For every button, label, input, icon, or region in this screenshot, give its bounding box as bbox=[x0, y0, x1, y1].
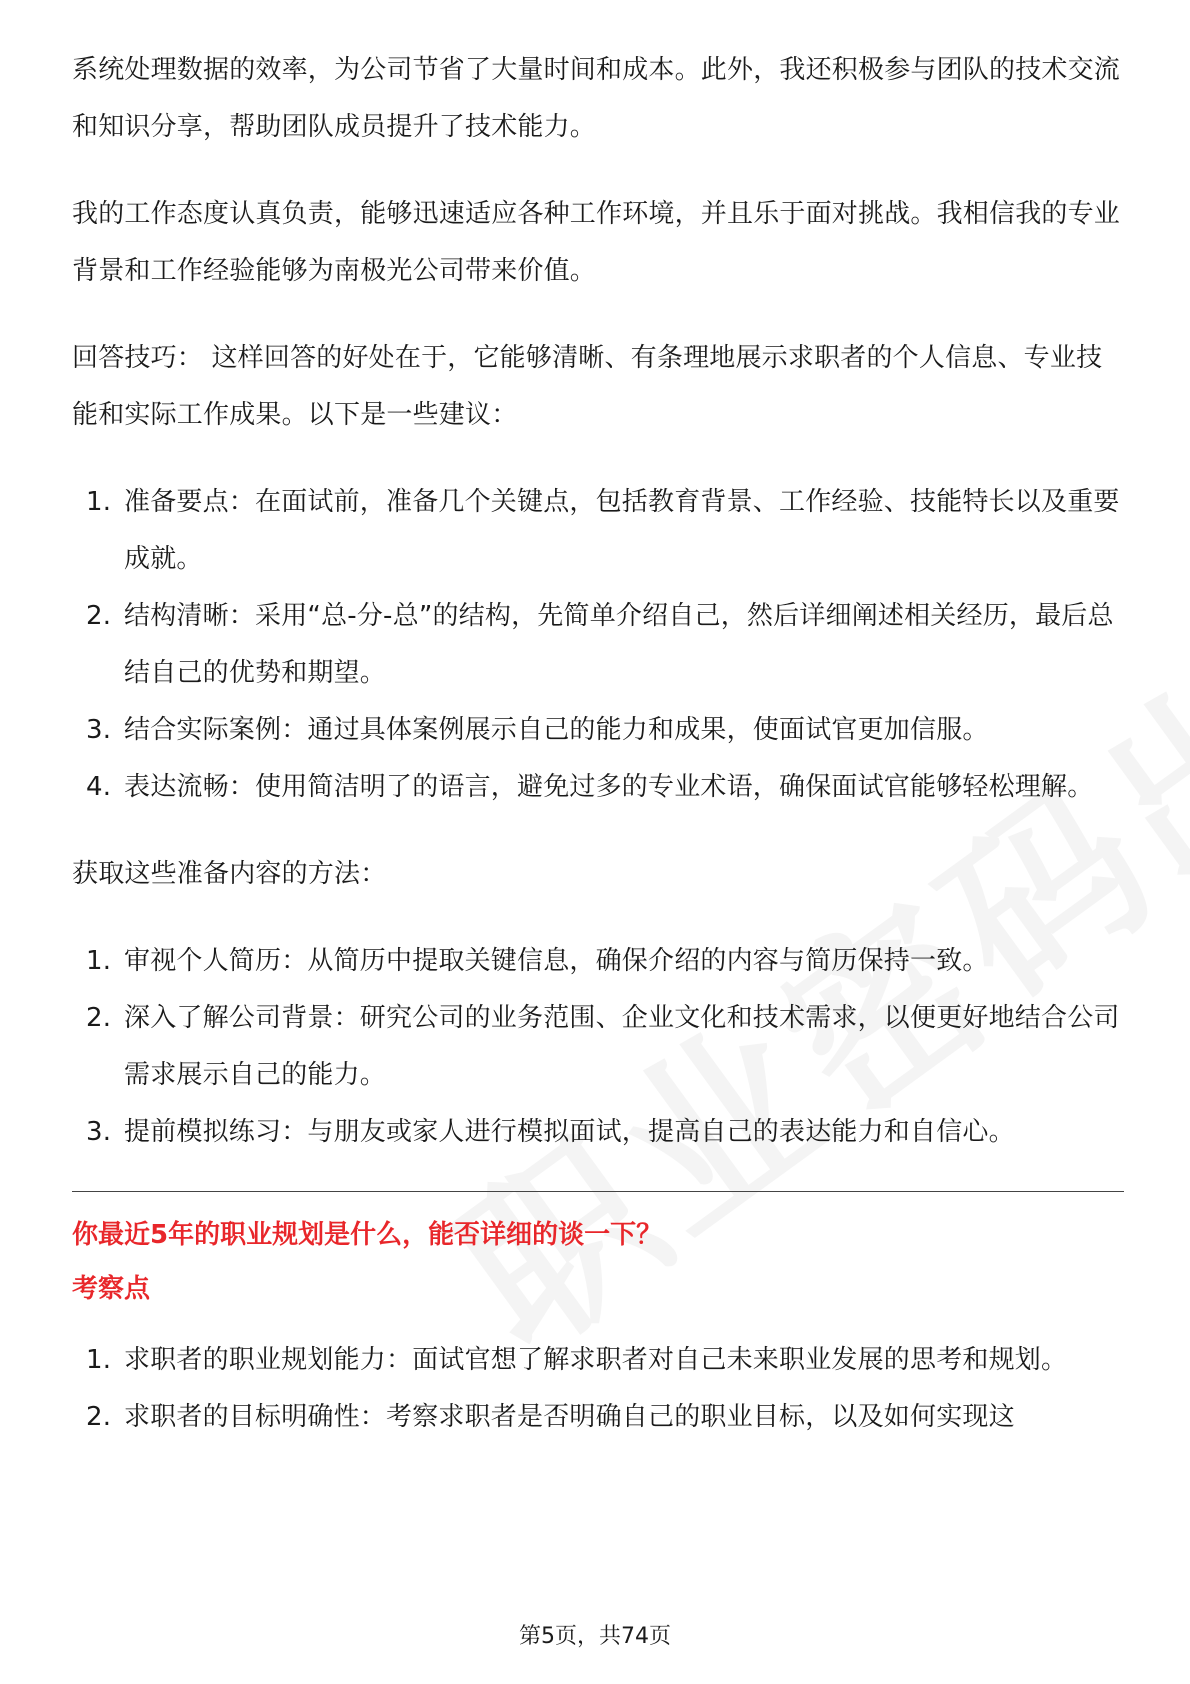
list-number: 2. bbox=[86, 1402, 112, 1432]
intro-paragraph: 我的工作态度认真负责，能够迅速适应各种工作环境，并且乐于面对挑战。我相信我的专业背景和工作经验能够为南极光公司带来价值。 bbox=[72, 199, 1121, 286]
list-number: 4. bbox=[86, 772, 112, 802]
list-item-text: 结合实际案例：通过具体案例展示自己的能力和成果，使面试官更加信服。 bbox=[124, 715, 989, 745]
list-item bbox=[72, 702, 1124, 759]
list-number: 1. bbox=[86, 487, 112, 517]
list-item-text: 求职者的目标明确性：考察求职者是否明确自己的职业目标，以及如何实现这 bbox=[124, 1402, 1015, 1432]
methods-heading: 获取这些准备内容的方法： bbox=[72, 859, 387, 889]
list-item bbox=[72, 1389, 1124, 1446]
list-item bbox=[72, 588, 1124, 702]
exam-points-label: 考察点 bbox=[72, 1274, 151, 1304]
methods-list bbox=[72, 933, 1124, 1161]
list-item bbox=[72, 474, 1124, 588]
list-number: 1. bbox=[86, 1345, 112, 1375]
list-item bbox=[72, 933, 1124, 990]
list-item-text: 准备要点：在面试前，准备几个关键点，包括教育背景、工作经验、技能特长以及重要成就。 bbox=[124, 487, 1120, 574]
page-number-footer: 第5页，共74页 bbox=[519, 1624, 671, 1649]
tips-list bbox=[72, 474, 1124, 816]
exam-points-list bbox=[72, 1332, 1124, 1446]
list-number: 3. bbox=[86, 715, 112, 745]
page-content bbox=[72, 42, 1124, 1476]
answer-tips-paragraph: 回答技巧： 这样回答的好处在于，它能够清晰、有条理地展示求职者的个人信息、专业技能和实际工作成果。以下是一些建议： bbox=[72, 343, 1103, 430]
list-item-text: 深入了解公司背景：研究公司的业务范围、企业文化和技术需求，以便更好地结合公司需求展示自己的能力。 bbox=[124, 1003, 1120, 1090]
intro-paragraph: 系统处理数据的效率，为公司节省了大量时间和成本。此外，我还积极参与团队的技术交流和知识分享，帮助团队成员提升了技术能力。 bbox=[72, 55, 1121, 142]
section-divider bbox=[72, 1191, 1124, 1192]
list-item-text: 表达流畅：使用简洁明了的语言，避免过多的专业术语，确保面试官能够轻松理解。 bbox=[124, 772, 1094, 802]
list-item bbox=[72, 759, 1124, 816]
list-item bbox=[72, 990, 1124, 1104]
list-number: 2. bbox=[86, 1003, 112, 1033]
list-item-text: 结构清晰：采用“总-分-总”的结构，先简单介绍自己，然后详细阐述相关经历，最后总结自己的优势和期望。 bbox=[124, 601, 1114, 688]
list-item-text: 求职者的职业规划能力：面试官想了解求职者对自己未来职业发展的思考和规划。 bbox=[124, 1345, 1068, 1375]
list-item bbox=[72, 1332, 1124, 1389]
list-item-text: 审视个人简历：从简历中提取关键信息，确保介绍的内容与简历保持一致。 bbox=[124, 946, 989, 976]
list-number: 3. bbox=[86, 1117, 112, 1147]
list-number: 1. bbox=[86, 946, 112, 976]
list-item-text: 提前模拟练习：与朋友或家人进行模拟面试，提高自己的表达能力和自信心。 bbox=[124, 1117, 1015, 1147]
list-item bbox=[72, 1104, 1124, 1161]
list-number: 2. bbox=[86, 601, 112, 631]
question-heading: 你最近5年的职业规划是什么，能否详细的谈一下？ bbox=[72, 1220, 663, 1250]
